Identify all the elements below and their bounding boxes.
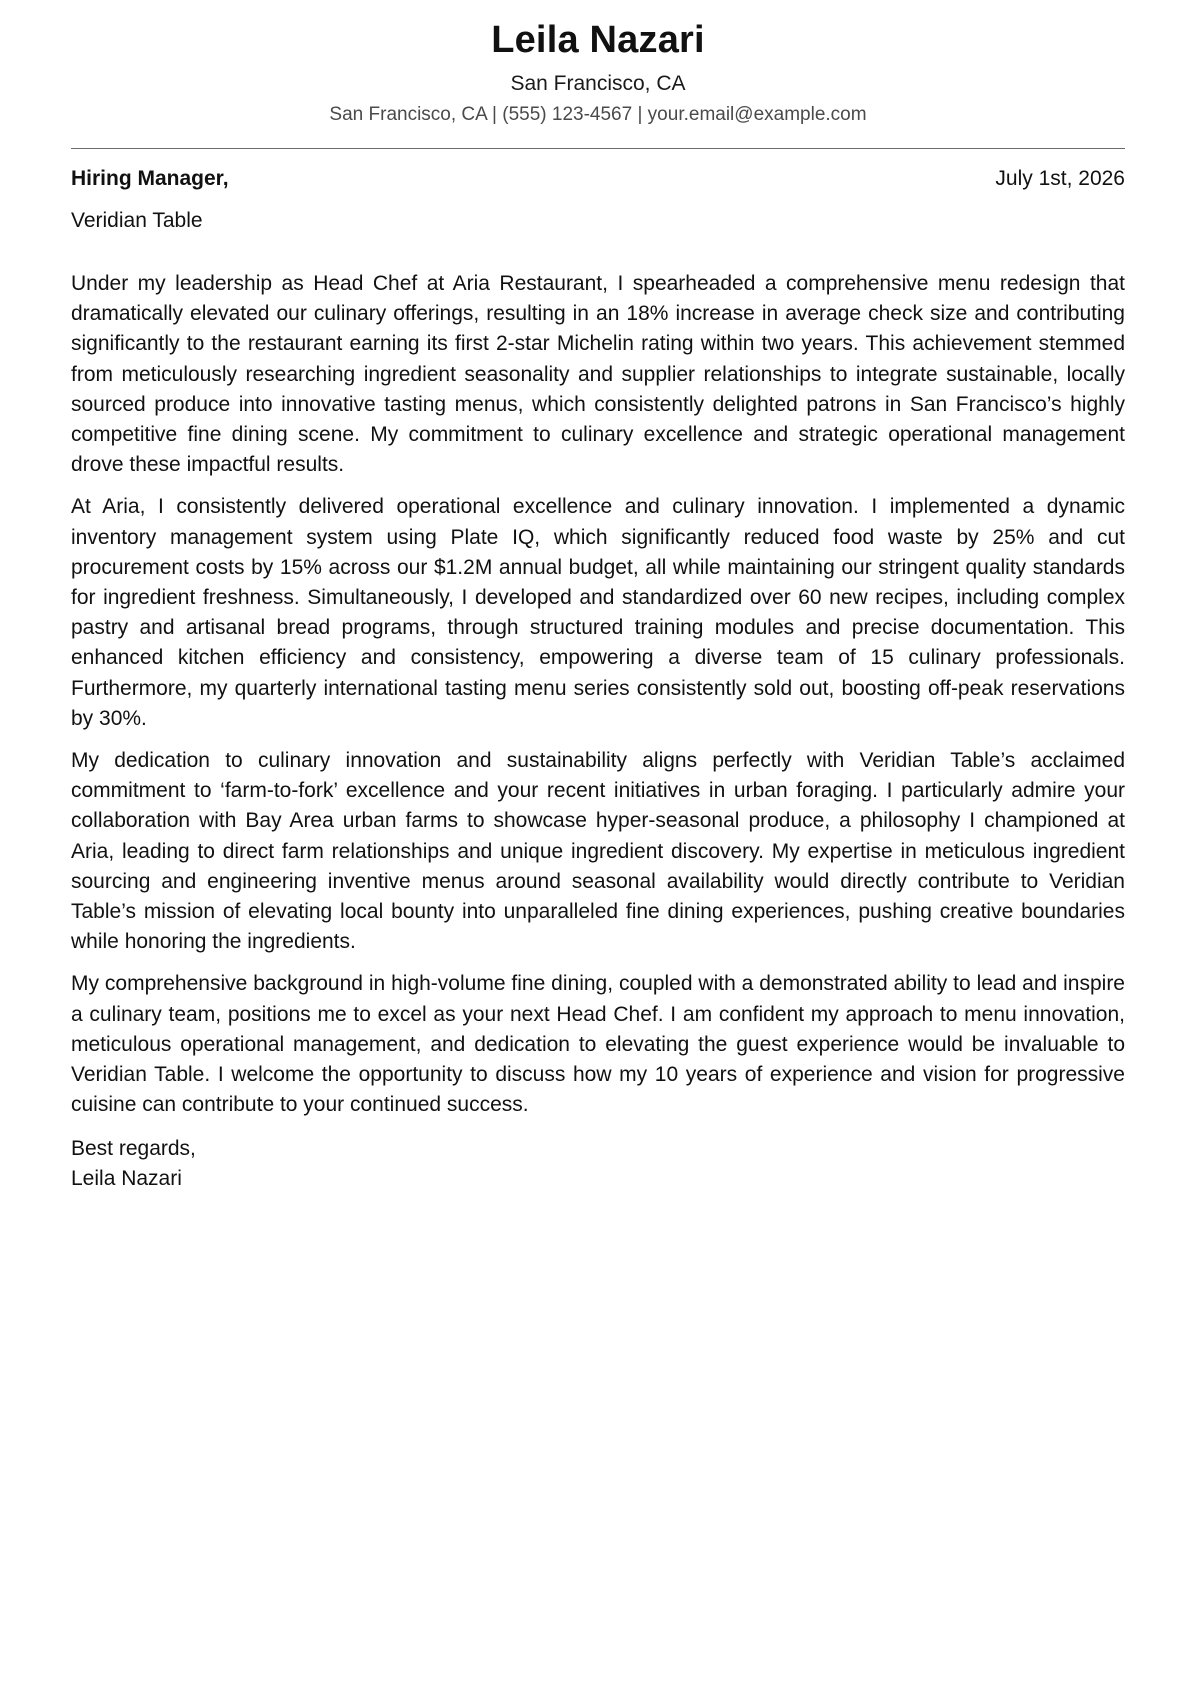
letter-meta-row [71, 165, 1125, 193]
applicant-location: San Francisco, CA [510, 72, 686, 95]
recipient-company: Veridian Table [71, 209, 203, 232]
applicant-name: Leila Nazari [491, 19, 705, 61]
header-divider [71, 148, 1125, 149]
salutation: Hiring Manager, [71, 167, 229, 190]
cover-letter-page [71, 0, 1125, 1194]
body-paragraph: My dedication to culinary innovation and sustainability aligns perfectly with Veridian Table’s acclaimed commitment to ‘farm-to-fork’ excellence and your recent initiatives in urban foraging. I particularly admire your collaboration with Bay Area urban farms to showcase hyper-seasonal produce, a philosophy I championed at Aria, leading to direct farm relationships and unique ingredient discovery. My expertise in meticulous ingredient sourcing and engineering inventive menus around seasonal availability would directly contribute to Veridian Table’s mission of elevating local bounty into unparalleled fine dining experiences, pushing creative boundaries while honoring the ingredients. [71, 749, 1125, 954]
letter-header [71, 0, 1125, 129]
applicant-contact-line: San Francisco, CA | (555) 123-4567 | your.email@example.com [329, 104, 867, 125]
body-paragraph: Under my leadership as Head Chef at Aria Restaurant, I spearheaded a comprehensive menu redesign that dramatically elevated our culinary offerings, resulting in an 18% increase in average check size and contributing significantly to the restaurant earning its first 2-star Michelin rating within two years. This achievement stemmed from meticulously researching ingredient seasonality and supplier relationships to integrate sustainable, locally sourced produce into innovative tasting menus, which consistently delighted patrons in San Francisco’s highly competitive fine dining scene. My commitment to culinary excellence and strategic operational management drove these impactful results. [71, 272, 1125, 477]
letter-body [71, 269, 1125, 1120]
signature-name: Leila Nazari [71, 1167, 182, 1191]
sign-off: Best regards, [71, 1137, 196, 1161]
letter-date: July 1st, 2026 [995, 167, 1125, 190]
body-paragraph: My comprehensive background in high-volume fine dining, coupled with a demonstrated ability to lead and inspire a culinary team, positions me to excel as your next Head Chef. I am confident my approach to menu innovation, meticulous operational management, and dedication to elevating the guest experience would be invaluable to Veridian Table. I welcome the opportunity to discuss how my 10 years of experience and vision for progressive cuisine can contribute to your continued success. [71, 972, 1125, 1117]
body-paragraph: At Aria, I consistently delivered operational excellence and culinary innovation. I implemented a dynamic inventory management system using Plate IQ, which significantly reduced food waste by 25% and cut procurement costs by 15% across our $1.2M annual budget, all while maintaining our stringent quality standards for ingredient freshness. Simultaneously, I developed and standardized over 60 new recipes, including complex pastry and artisanal bread programs, through structured training modules and precise documentation. This enhanced kitchen efficiency and consistency, empowering a diverse team of 15 culinary professionals. Furthermore, my quarterly international tasting menu series consistently sold out, boosting off-peak reservations by 30%. [71, 495, 1125, 730]
letter-closing [71, 1134, 1125, 1194]
